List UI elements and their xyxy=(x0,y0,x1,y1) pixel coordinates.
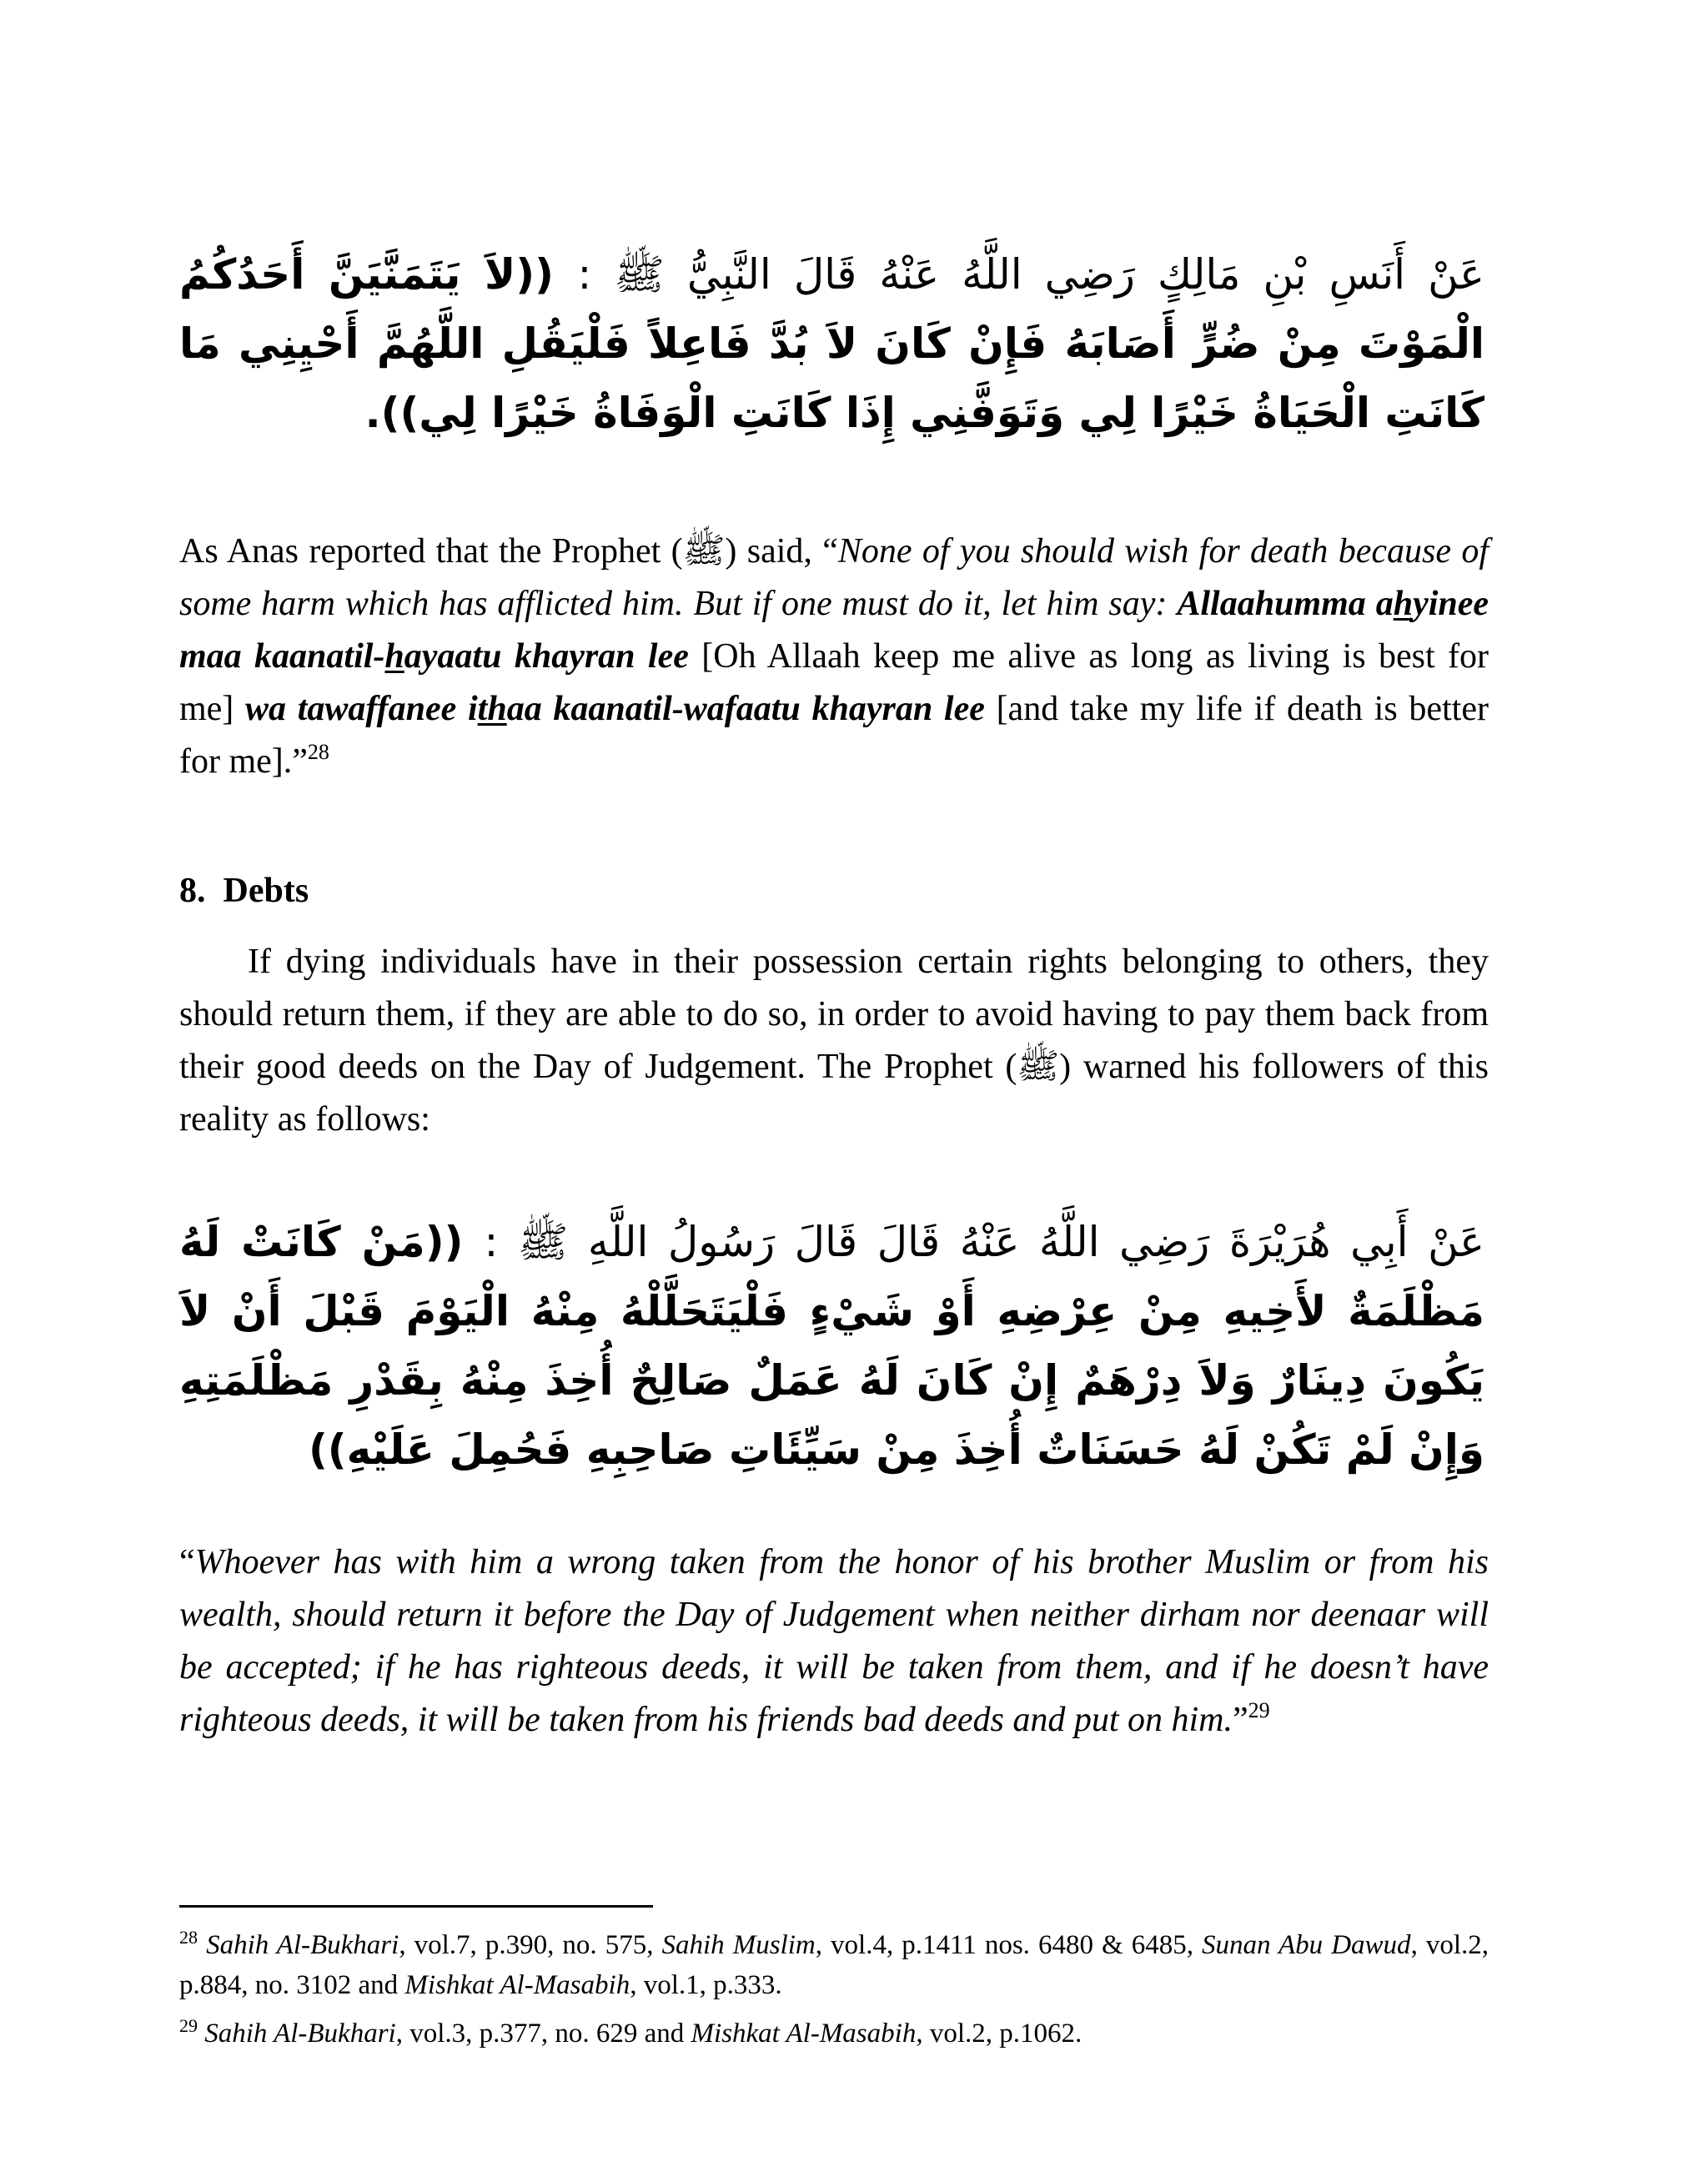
arabic-hadith-narrator: عَنْ أَبِي هُرَيْرَةَ رَضِي اللَّهُ عَنْهُ قَالَ قَالَ رَسُولُ اللَّهِ ﷺ : xyxy=(484,1218,1484,1266)
footnote-29: $^{29}$ Sahih Al-Bukhari, vol.3, p.377, no. 629 and Mishkat Al-Masabih, vol.2, p.1062. xyxy=(179,2015,1083,2049)
footnote-number: 28 xyxy=(179,1927,198,1948)
translation-quote: Whoever has with him a wrong taken from the honor of his brother Muslim or from his wealth, should return it before the Day of Judgement when neither dirham nor deenaar will be accepted; if he has righteous deeds, it will be taken from them, and if he doesn’t have righteous deeds, it will be taken from his friends bad deeds and put on him. xyxy=(179,1543,1489,1739)
footnote-ref-28: 28 xyxy=(307,740,329,764)
arabic-hadith-text: ((مَنْ كَانَتْ لَهُ مَظْلَمَةٌ لأَخِيهِ مِنْ عِرْضِهِ أَوْ شَيْءٍ فَلْيَتَحَلَّلْهُ مِنْهُ الْيَوْمَ قَبْلَ أَنْ لاَ يَكُونَ دِينَارٌ وَلاَ دِرْهَمٌ إِنْ كَانَ لَهُ عَمَلٌ صَالِحٌ أُخِذَ مِنْهُ بِقَدْرِ مَظْلَمَتِهِ وَإِنْ لَمْ تَكُنْ لَهُ حَسَنَاتٌ أُخِذَ مِنْ سَيِّئَاتِ صَاحِبِهِ فَحُمِلَ عَلَيْهِ)) xyxy=(179,1218,1484,1474)
arabic-hadith-anas xyxy=(179,240,1484,448)
debts-paragraph: If dying individuals have in their possession certain rights belonging to others, they should return them, if they are able to do so, in order to avoid having to pay them back from their good deeds on the Day of Judgement. The Prophet (ﷺ) warned his followers of this reality as follows: xyxy=(179,943,1489,1139)
section-title: Debts xyxy=(223,872,309,910)
dua-transliteration-2: wa tawaffanee ithaa kaanatil-wafaatu khayran lee xyxy=(245,690,985,728)
translation-quote: None of you should wish for death because of some harm which has afflicted him. But if one must do it, let him say: xyxy=(179,532,1489,623)
section-heading-debts xyxy=(179,866,309,916)
dua-meaning-2: [and take my life if death is better for me].” xyxy=(179,690,1489,781)
section-number: 8. xyxy=(179,872,206,910)
arabic-hadith-abu-hurayrah xyxy=(179,1208,1484,1485)
translation-paragraph-2: “Whoever has with him a wrong taken from the honor of his brother Muslim or from his wealth, should return it before the Day of Judgement when neither dirham nor deenaar will be accepted; if he has righteous deeds, it will be taken from them, and if he doesn’t have righteous deeds, it will be taken from his friends bad deeds and put on him.”$^{29}$ xyxy=(179,1543,1489,1739)
footnote-number: 29 xyxy=(179,2015,198,2036)
footnote-28: $^{28}$ Sahih Al-Bukhari, vol.7, p.390, no. 575, Sahih Muslim, vol.4, p.1411 nos. 6480 & 6485, Sunan Abu Dawud, vol.2, p.884, no. 3102 and Mishkat Al-Masabih, vol.1, p.333. xyxy=(179,1927,1489,2000)
arabic-hadith-narrator: عَنْ أَنَسِ بْنِ مَالِكٍ رَضِي اللَّهُ عَنْهُ قَالَ النَّبِيُّ ﷺ : xyxy=(577,250,1484,299)
dua-meaning-1: [Oh Allaah keep me alive as long as living is best for me] xyxy=(179,637,1489,728)
translation-intro: As Anas reported that the Prophet (ﷺ) said, “ xyxy=(179,532,838,571)
footnote-ref-29: 29 xyxy=(1248,1698,1270,1722)
dua-transliteration-1: Allaahumma ahyinee maa kaanatil-hayaatu khayran lee xyxy=(179,585,1489,676)
footnote-divider xyxy=(179,1905,653,1908)
arabic-hadith-text: ((لاَ يَتَمَنَّيَنَّ أَحَدُكُمُ الْمَوْتَ مِنْ ضُرٍّ أَصَابَهُ فَإِنْ كَانَ لاَ بُدَّ فَاعِلاً فَلْيَقُلِ اللَّهُمَّ أَحْيِنِي مَا كَانَتِ الْحَيَاةُ خَيْرًا لِي وَتَوَفَّنِي إِذَا كَانَتِ الْوَفَاةُ خَيْرًا لِي)). xyxy=(179,250,1484,437)
translation-paragraph-1 xyxy=(179,525,1489,788)
